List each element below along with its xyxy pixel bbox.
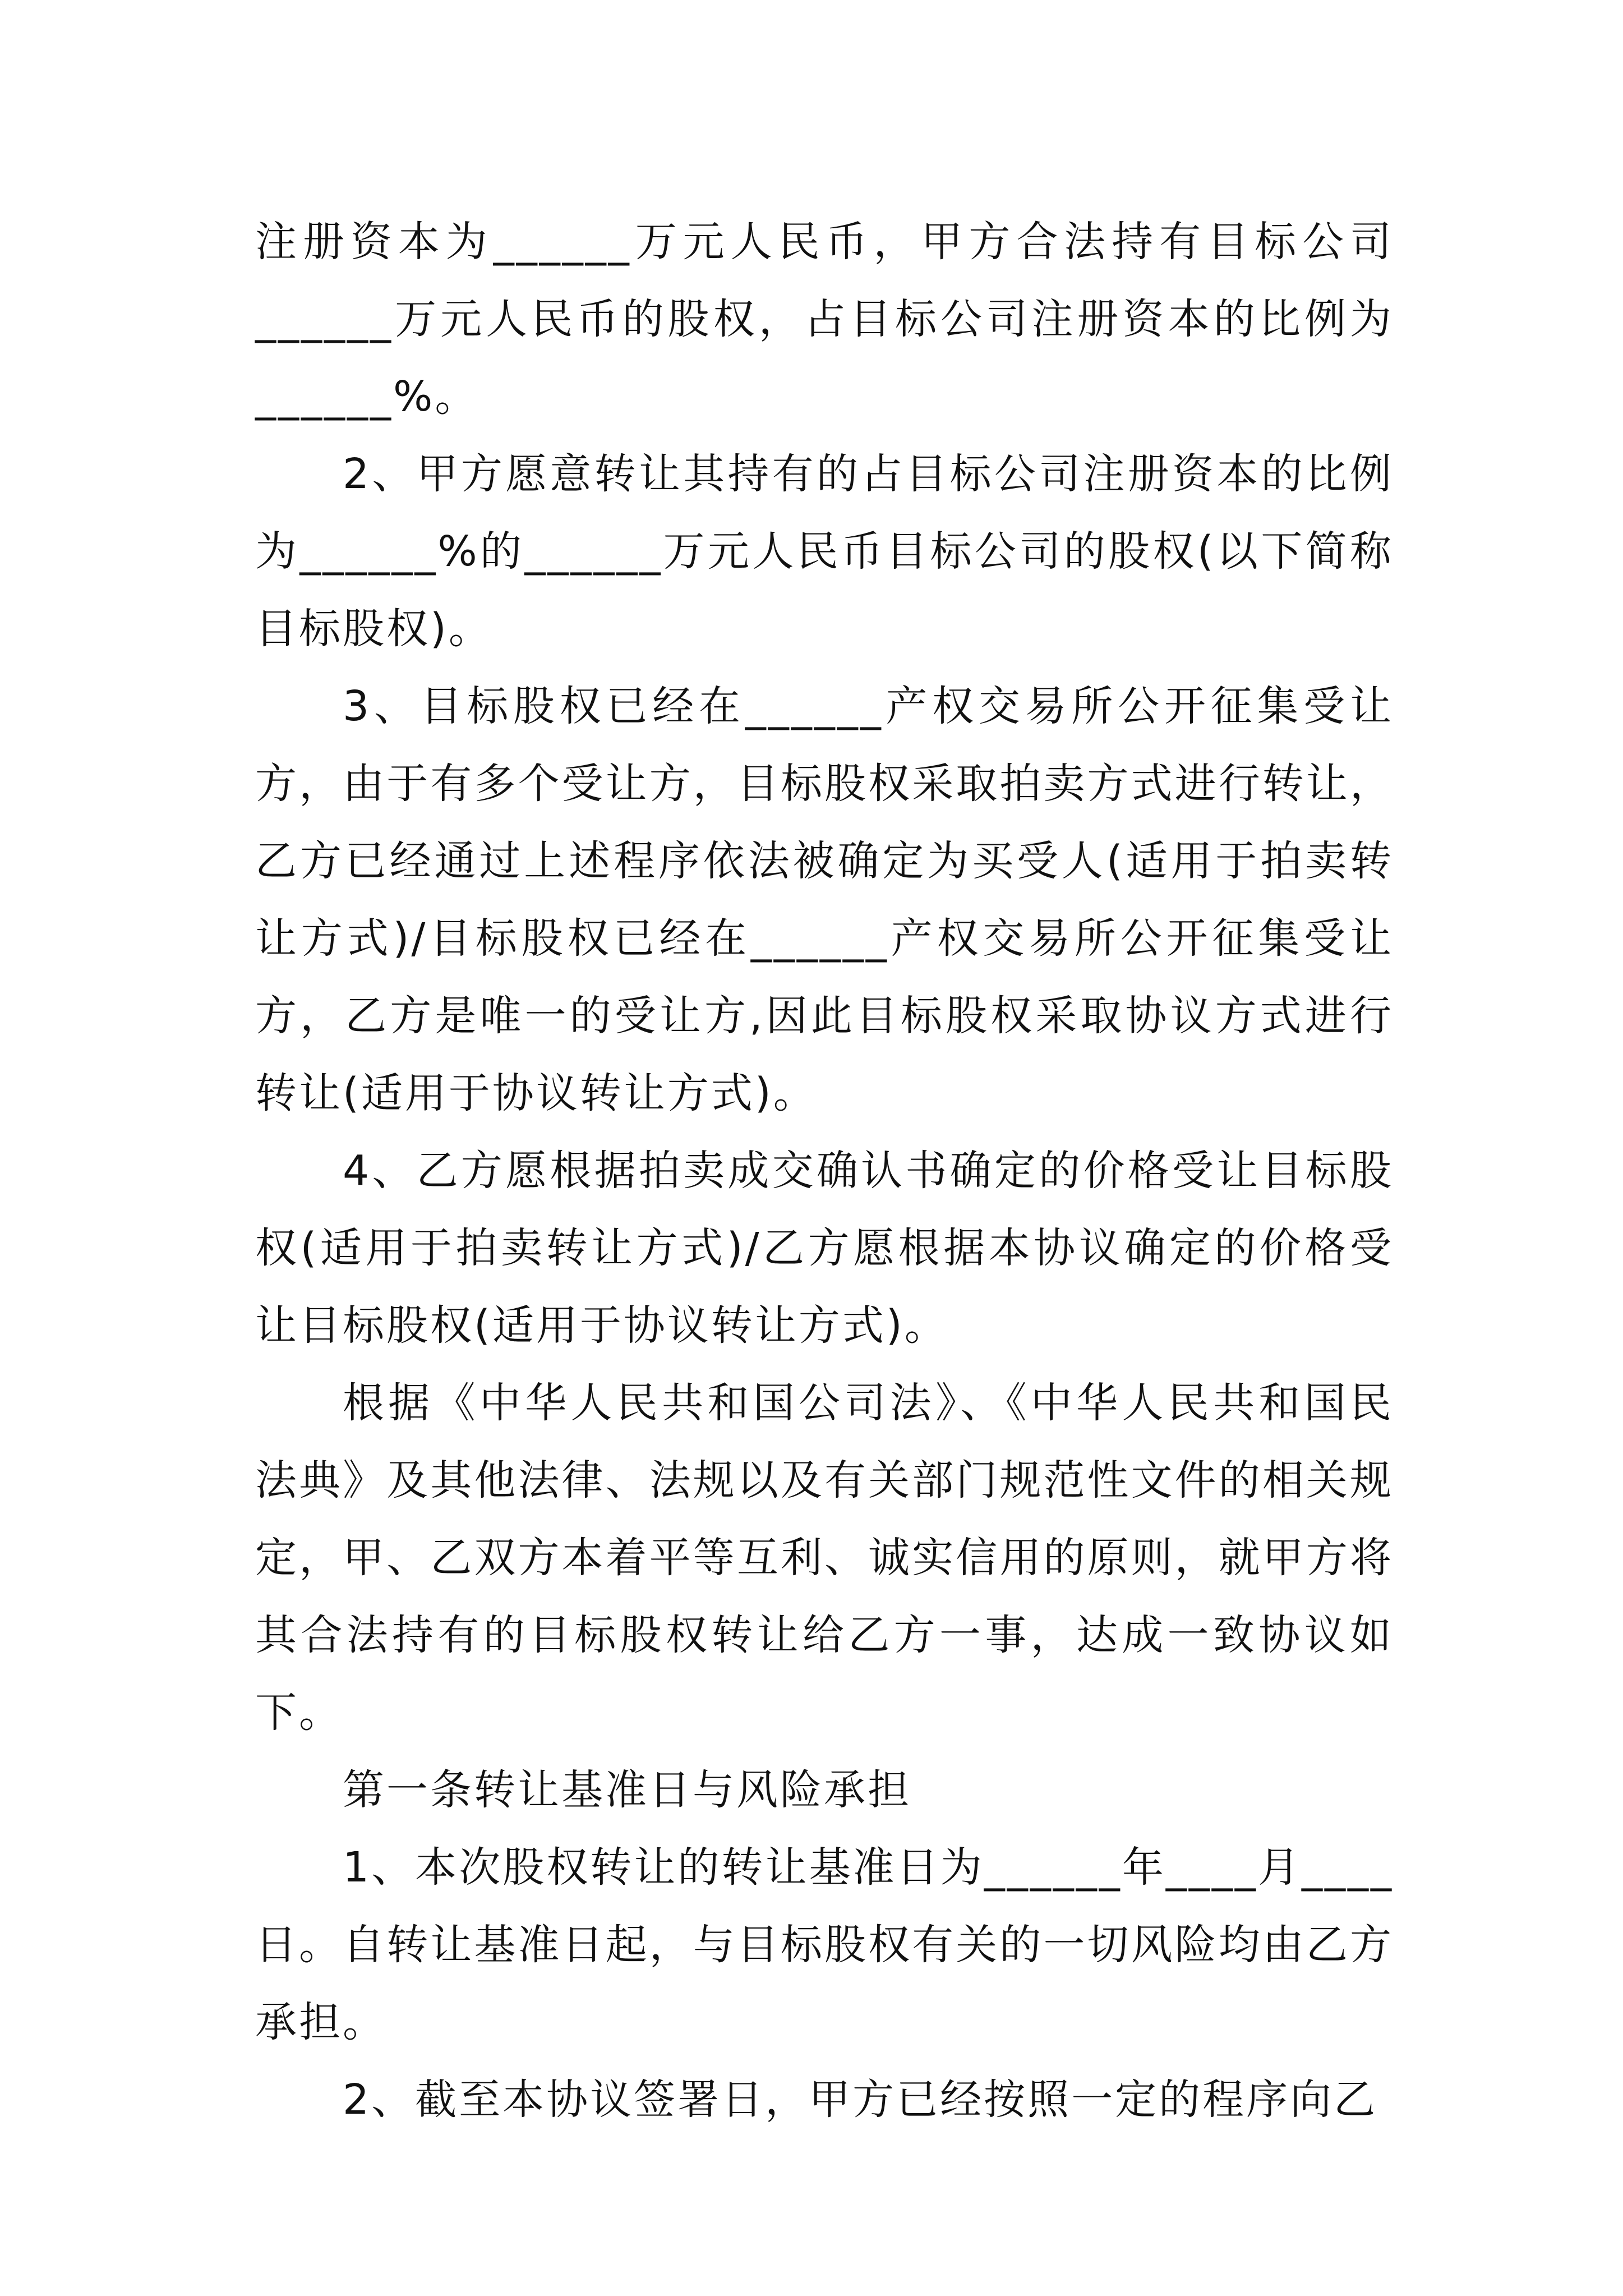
paragraph-clause-2: 2、甲方愿意转让其持有的占目标公司注册资本的比例为______%的______万元人民币目标公司的股权(以下简称目标股权)。 — [255, 450, 1394, 653]
paragraph-clause-3: 3、目标股权已经在______产权交易所公开征集受让方，由于有多个受让方，目标股权采取拍卖方式进行转让，乙方已经通过上述程序依法被确定为买受人(适用于拍卖转让方式)/目标股权已经在______产权交易所公开征集受让方，乙方是唯一的受让方,因此目标股权采取协议方式进行转让(适用于协议转让方式)。 — [255, 682, 1394, 1117]
paragraph-legal-basis: 根据《中华人民共和国公司法》、《中华人民共和国民法典》及其他法律、法规以及有关部门规范性文件的相关规定，甲、乙双方本着平等互利、诚实信用的原则，就甲方将其合法持有的目标股权转让给乙方一事，达成一致协议如下。 — [255, 1379, 1394, 1737]
paragraph-article1-item2: 2、截至本协议签署日，甲方已经按照一定的程序向乙 — [343, 2076, 1378, 2124]
paragraph-registered-capital: 注册资本为______万元人民币，甲方合法持有目标公司______万元人民币的股权，占目标公司注册资本的比例为______%。 — [255, 218, 1394, 421]
paragraph-article1-item1: 1、本次股权转让的转让基准日为______年____月____日。自转让基准日起，与目标股权有关的一切风险均由乙方承担。 — [255, 1843, 1394, 2046]
article-heading: 第一条转让基准日与风险承担 — [343, 1766, 911, 1814]
document-body — [255, 203, 1394, 2138]
paragraph-clause-4: 4、乙方愿根据拍卖成交确认书确定的价格受让目标股权(适用于拍卖转让方式)/乙方愿根据本协议确定的价格受让目标股权(适用于协议转让方式)。 — [255, 1147, 1394, 1350]
